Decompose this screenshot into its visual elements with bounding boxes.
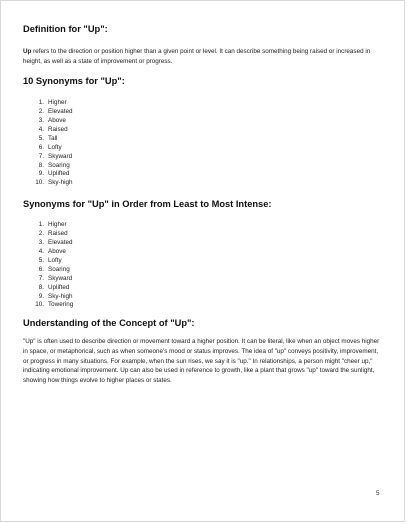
page-number: 5 xyxy=(376,490,380,497)
list-number: 2. xyxy=(38,230,44,238)
list-item xyxy=(32,266,385,275)
list-number: 2. xyxy=(38,108,44,116)
list-text: Lofty xyxy=(48,256,62,264)
definition-heading: Definition for "Up": xyxy=(23,24,108,34)
list-number: 1. xyxy=(38,99,44,107)
list-text: Raised xyxy=(48,230,68,238)
list-number: 4. xyxy=(38,247,44,255)
list-number: 9. xyxy=(38,292,44,300)
list-number: 9. xyxy=(38,170,44,178)
list-item xyxy=(32,239,385,248)
list-text: Elevated xyxy=(48,108,73,116)
list-text: Tall xyxy=(48,134,58,142)
list-number: 6. xyxy=(38,143,44,151)
list-number: 10. xyxy=(35,179,44,187)
list-item xyxy=(32,248,385,257)
list-item xyxy=(32,275,385,284)
list-text: Higher xyxy=(48,221,67,229)
list-number: 3. xyxy=(38,239,44,247)
definition-text: refers to the direction or position higher than a given point or level. It can describe something being raised or increased in height, as well as a state of improvement or progress. xyxy=(23,48,371,65)
list-item xyxy=(32,162,385,171)
list-number: 6. xyxy=(38,265,44,273)
list-text: Soaring xyxy=(48,265,70,273)
list-item xyxy=(32,179,385,188)
page-content xyxy=(23,13,385,385)
list-text: Lofty xyxy=(48,143,62,151)
list-item xyxy=(32,135,385,144)
list-text: Elevated xyxy=(48,239,73,247)
list-item xyxy=(32,99,385,108)
definition-term: Up xyxy=(23,48,32,55)
list-text: Above xyxy=(48,117,66,124)
list-text: Skyward xyxy=(48,152,73,160)
list-item xyxy=(32,301,385,310)
synonyms-list xyxy=(32,99,385,188)
ordered-synonyms-list xyxy=(32,221,385,310)
list-number: 1. xyxy=(38,221,44,229)
understanding-paragraph: "Up" is often used to describe direction or movement toward a higher position. It can be literal, like when an object moves higher in space, or metaphorical, such as when someone's mood or status improves. The idea of "up" conveys positivity, improvement, or progress in many situations. For example, when the sun rises, we say it is "up." In relationships, a person might "cheer up," indicating emotional improvement. Up can also be used in reference to growth, like a plant that grows "up" toward the sunlight, showing how things evolve to higher places or states. xyxy=(23,338,380,384)
list-text: Soaring xyxy=(48,161,70,169)
list-number: 7. xyxy=(38,152,44,160)
list-number: 10. xyxy=(35,301,44,309)
list-text: Skyward xyxy=(48,274,73,282)
synonyms-heading: 10 Synonyms for "Up": xyxy=(23,76,125,87)
list-item xyxy=(32,230,385,239)
list-text: Sky-high xyxy=(48,292,73,300)
list-item xyxy=(32,257,385,266)
list-number: 5. xyxy=(38,134,44,142)
understanding-heading: Understanding of the Concept of "Up": xyxy=(23,318,195,329)
list-number: 8. xyxy=(38,283,44,291)
list-text: Uplifted xyxy=(48,283,70,291)
list-item xyxy=(32,126,385,135)
list-item xyxy=(32,284,385,293)
list-item xyxy=(32,293,385,302)
list-item xyxy=(32,153,385,162)
list-item xyxy=(32,144,385,153)
list-number: 5. xyxy=(38,256,44,264)
ordered-synonyms-heading: Synonyms for "Up" in Order from Least to Most Intense: xyxy=(23,199,272,210)
list-item xyxy=(32,117,385,126)
list-text: Uplifted xyxy=(48,170,70,178)
list-text: Towering xyxy=(48,301,74,309)
list-text: Raised xyxy=(48,125,68,133)
list-text: Higher xyxy=(48,99,67,107)
list-text: Sky-high xyxy=(48,179,73,187)
list-number: 3. xyxy=(38,117,44,124)
list-item xyxy=(32,170,385,179)
list-number: 7. xyxy=(38,274,44,282)
list-text: Above xyxy=(48,247,66,255)
definition-paragraph xyxy=(23,47,385,66)
list-number: 8. xyxy=(38,161,44,169)
list-item xyxy=(32,108,385,117)
list-number: 4. xyxy=(38,125,44,133)
list-item xyxy=(32,221,385,230)
